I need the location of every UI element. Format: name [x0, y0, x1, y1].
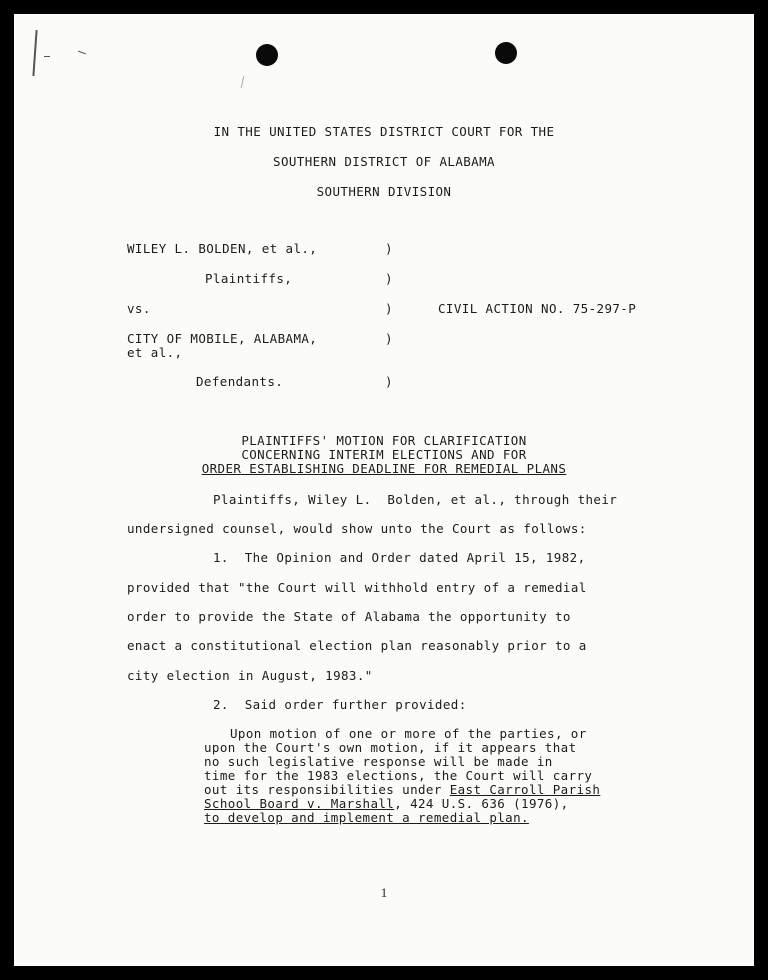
caption-paren: ) [385, 271, 393, 286]
quote-line1: Upon motion of one or more of the parties, or [230, 726, 587, 741]
scan-mark [32, 30, 37, 76]
motion-title-line3: ORDER ESTABLISHING DEADLINE FOR REMEDIAL PLANS [201, 461, 567, 476]
para1-line4: enact a constitutional election plan reasonably prior to a [127, 638, 587, 653]
plaintiff-name: WILEY L. BOLDEN, et al., [127, 241, 318, 256]
scan-mark [44, 56, 50, 57]
quote-line3: no such legislative response will be made in [204, 754, 553, 769]
quote-line5 [204, 782, 600, 797]
court-name: IN THE UNITED STATES DISTRICT COURT FOR THE [213, 124, 555, 139]
para1-line3: order to provide the State of Alabama the opportunity to [127, 609, 571, 624]
court-district: SOUTHERN DISTRICT OF ALABAMA [273, 154, 495, 169]
punch-hole [495, 42, 517, 64]
caption-paren: ) [385, 301, 393, 316]
quote-line5-text: out its responsibilities under [204, 782, 450, 797]
para1-line1: 1. The Opinion and Order dated April 15, 1982, [213, 550, 586, 565]
motion-title-line1: PLAINTIFFS' MOTION FOR CLARIFICATION [241, 433, 527, 448]
document-page [14, 14, 754, 966]
scan-mark [78, 51, 86, 55]
caption-paren: ) [385, 241, 393, 256]
intro-line1: Plaintiffs, Wiley L. Bolden, et al., through their [213, 492, 618, 507]
motion-title-line2: CONCERNING INTERIM ELECTIONS AND FOR [241, 447, 527, 462]
para1-line5: city election in August, 1983." [127, 668, 373, 683]
quote-line6 [204, 796, 569, 811]
defendant-et-al: et al., [127, 345, 183, 360]
versus: vs. [127, 301, 151, 316]
caption-paren: ) [385, 331, 393, 346]
defendant-name: CITY OF MOBILE, ALABAMA, [127, 331, 318, 346]
punch-hole [256, 44, 278, 66]
case-citation-part1: East Carroll Parish [449, 782, 601, 797]
case-number: CIVIL ACTION NO. 75-297-P [438, 301, 637, 316]
quote-line6-text: , 424 U.S. 636 (1976), [394, 796, 569, 811]
plaintiff-role: Plaintiffs, [205, 271, 293, 286]
page-number: 1 [380, 885, 388, 900]
quote-line2: upon the Court's own motion, if it appears that [204, 740, 577, 755]
quote-line4: time for the 1983 elections, the Court will carry [204, 768, 593, 783]
case-citation-part2: School Board v. Marshall [204, 796, 395, 811]
para2: 2. Said order further provided: [213, 697, 467, 712]
defendant-role: Defendants. [196, 374, 284, 389]
para1-line2: provided that "the Court will withhold entry of a remedial [127, 580, 587, 595]
quote-line7: to develop and implement a remedial plan. [204, 810, 529, 825]
scan-mark [241, 76, 244, 88]
intro-line2: undersigned counsel, would show unto the Court as follows: [127, 521, 587, 536]
court-division: SOUTHERN DIVISION [316, 184, 452, 199]
caption-paren: ) [385, 374, 393, 389]
